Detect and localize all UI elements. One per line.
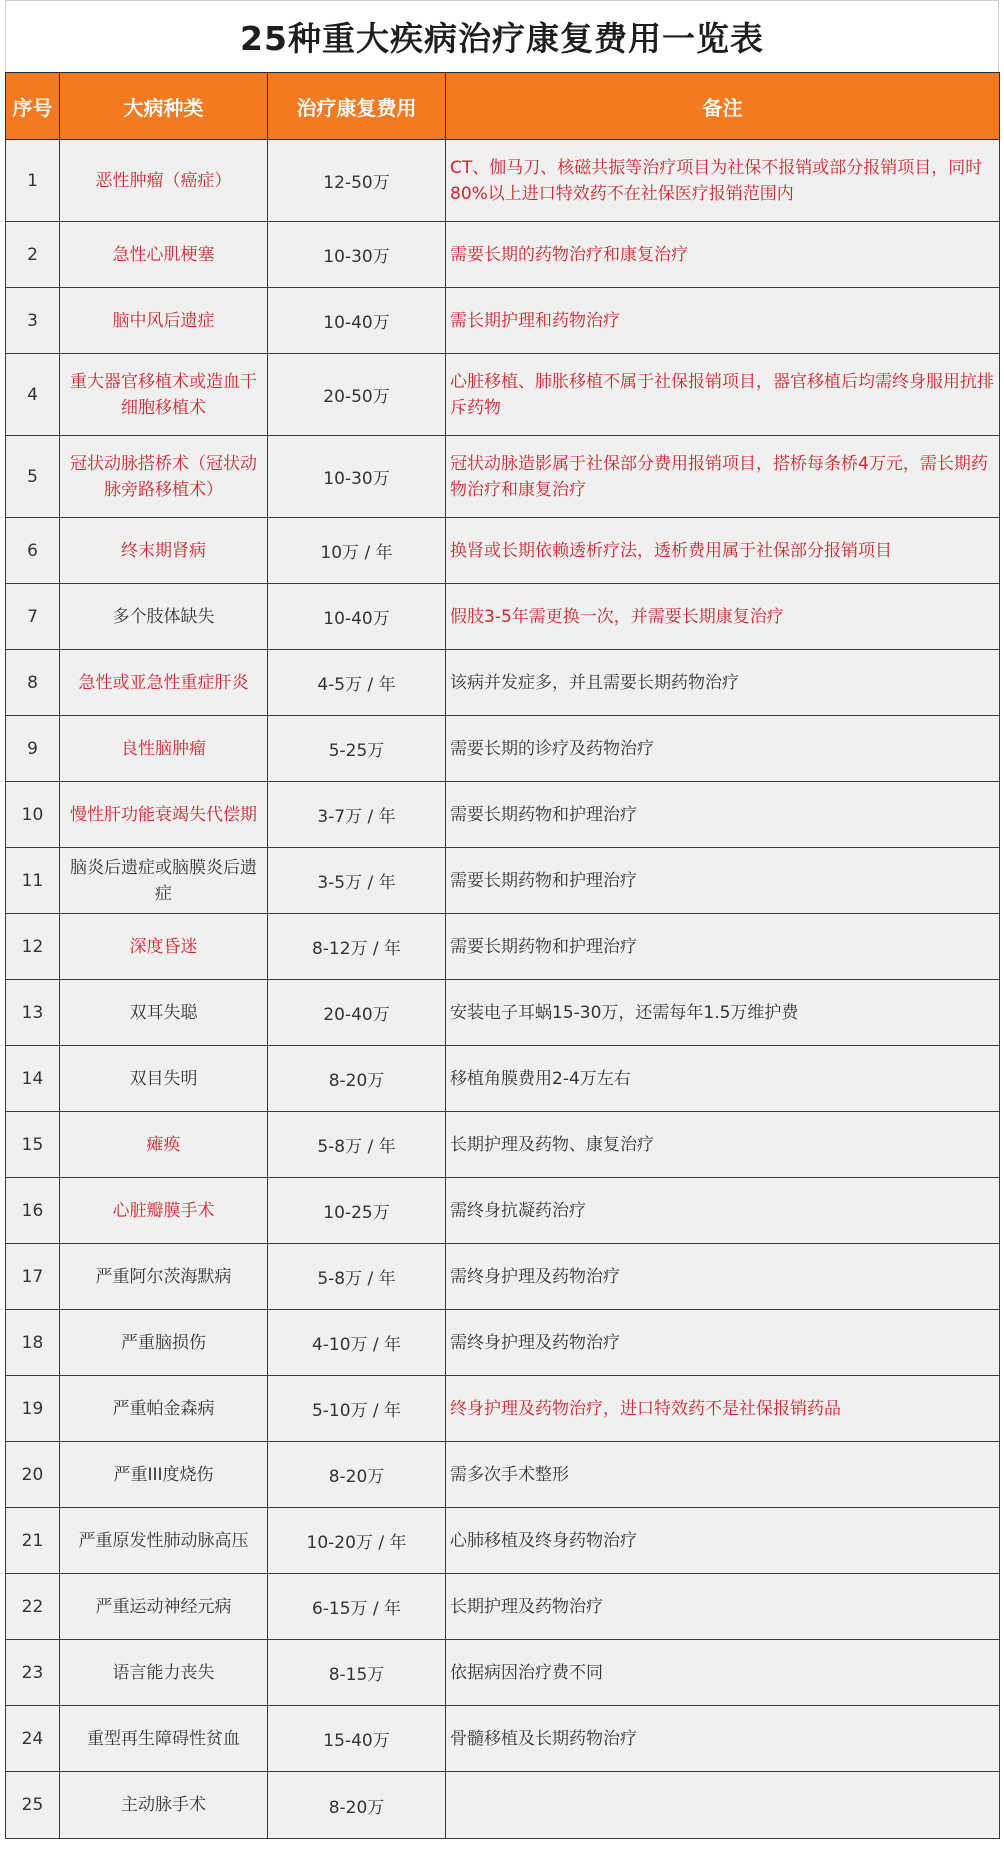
table-row (6, 1112, 1000, 1178)
note-text (446, 1772, 1000, 1839)
disease-name: 良性脑肿瘤 (60, 716, 268, 782)
note-text: 假肢3-5年需更换一次，并需要长期康复治疗 (446, 584, 1000, 650)
row-number: 13 (6, 980, 60, 1046)
treatment-cost: 5-8万 / 年 (268, 1244, 446, 1310)
table-row (6, 1310, 1000, 1376)
row-number: 5 (6, 436, 60, 518)
table-row (6, 1508, 1000, 1574)
table-row (6, 518, 1000, 584)
disease-cost-table (5, 72, 1000, 1839)
row-number: 20 (6, 1442, 60, 1508)
disease-name: 严重运动神经元病 (60, 1574, 268, 1640)
disease-name: 瘫痪 (60, 1112, 268, 1178)
header-treatment-cost: 治疗康复费用 (268, 73, 446, 140)
disease-name: 重型再生障碍性贫血 (60, 1706, 268, 1772)
disease-name: 严重帕金森病 (60, 1376, 268, 1442)
row-number: 21 (6, 1508, 60, 1574)
treatment-cost: 3-7万 / 年 (268, 782, 446, 848)
treatment-cost: 20-50万 (268, 354, 446, 436)
disease-name: 急性心肌梗塞 (60, 222, 268, 288)
note-text: 移植角膜费用2-4万左右 (446, 1046, 1000, 1112)
treatment-cost: 5-25万 (268, 716, 446, 782)
treatment-cost: 10-30万 (268, 222, 446, 288)
row-number: 8 (6, 650, 60, 716)
disease-name: 恶性肿瘤（癌症） (60, 140, 268, 222)
row-number: 2 (6, 222, 60, 288)
treatment-cost: 10-40万 (268, 288, 446, 354)
disease-name: 严重脑损伤 (60, 1310, 268, 1376)
treatment-cost: 10-40万 (268, 584, 446, 650)
row-number: 7 (6, 584, 60, 650)
note-text: 需要长期药物和护理治疗 (446, 848, 1000, 914)
table-row (6, 980, 1000, 1046)
table-row (6, 140, 1000, 222)
note-text: 需终身护理及药物治疗 (446, 1310, 1000, 1376)
table-row (6, 1046, 1000, 1112)
row-number: 10 (6, 782, 60, 848)
table-row (6, 848, 1000, 914)
note-text: 需多次手术整形 (446, 1442, 1000, 1508)
row-number: 15 (6, 1112, 60, 1178)
treatment-cost: 6-15万 / 年 (268, 1574, 446, 1640)
disease-name: 慢性肝功能衰竭失代偿期 (60, 782, 268, 848)
row-number: 1 (6, 140, 60, 222)
disease-name: 重大器官移植术或造血干细胞移植术 (60, 354, 268, 436)
disease-name: 严重阿尔茨海默病 (60, 1244, 268, 1310)
treatment-cost: 4-5万 / 年 (268, 650, 446, 716)
disease-name: 双目失明 (60, 1046, 268, 1112)
row-number: 17 (6, 1244, 60, 1310)
note-text: 需终身护理及药物治疗 (446, 1244, 1000, 1310)
disease-name: 主动脉手术 (60, 1772, 268, 1839)
note-text: 依据病因治疗费不同 (446, 1640, 1000, 1706)
treatment-cost: 8-12万 / 年 (268, 914, 446, 980)
header-disease-type: 大病种类 (60, 73, 268, 140)
disease-name: 终末期肾病 (60, 518, 268, 584)
treatment-cost: 10-20万 / 年 (268, 1508, 446, 1574)
disease-name: 心脏瓣膜手术 (60, 1178, 268, 1244)
note-text: 需要长期药物和护理治疗 (446, 782, 1000, 848)
note-text: 安装电子耳蜗15-30万，还需每年1.5万维护费 (446, 980, 1000, 1046)
table-row (6, 1442, 1000, 1508)
treatment-cost: 5-8万 / 年 (268, 1112, 446, 1178)
disease-name: 急性或亚急性重症肝炎 (60, 650, 268, 716)
table-row (6, 1640, 1000, 1706)
note-text: 长期护理及药物治疗 (446, 1574, 1000, 1640)
note-text: 换肾或长期依赖透析疗法，透析费用属于社保部分报销项目 (446, 518, 1000, 584)
row-number: 14 (6, 1046, 60, 1112)
treatment-cost: 8-20万 (268, 1442, 446, 1508)
row-number: 6 (6, 518, 60, 584)
table-row (6, 354, 1000, 436)
note-text: 终身护理及药物治疗，进口特效药不是社保报销药品 (446, 1376, 1000, 1442)
row-number: 9 (6, 716, 60, 782)
treatment-cost: 20-40万 (268, 980, 446, 1046)
row-number: 25 (6, 1772, 60, 1839)
note-text: 需终身抗凝药治疗 (446, 1178, 1000, 1244)
disease-name: 脑炎后遗症或脑膜炎后遗症 (60, 848, 268, 914)
note-text: 骨髓移植及长期药物治疗 (446, 1706, 1000, 1772)
page-title: 25种重大疾病治疗康复费用一览表 (5, 0, 999, 72)
treatment-cost: 10-25万 (268, 1178, 446, 1244)
table-row (6, 650, 1000, 716)
table-row (6, 288, 1000, 354)
disease-name: 语言能力丧失 (60, 1640, 268, 1706)
table-row (6, 914, 1000, 980)
table-row (6, 782, 1000, 848)
treatment-cost: 8-15万 (268, 1640, 446, 1706)
disease-name: 深度昏迷 (60, 914, 268, 980)
row-number: 23 (6, 1640, 60, 1706)
table-row (6, 436, 1000, 518)
table-row (6, 222, 1000, 288)
treatment-cost: 4-10万 / 年 (268, 1310, 446, 1376)
note-text: 长期护理及药物、康复治疗 (446, 1112, 1000, 1178)
row-number: 16 (6, 1178, 60, 1244)
note-text: 冠状动脉造影属于社保部分费用报销项目，搭桥每条桥4万元，需长期药物治疗和康复治疗 (446, 436, 1000, 518)
disease-name: 多个肢体缺失 (60, 584, 268, 650)
row-number: 22 (6, 1574, 60, 1640)
disease-name: 脑中风后遗症 (60, 288, 268, 354)
table-row (6, 1244, 1000, 1310)
header-row (6, 73, 1000, 140)
treatment-cost: 12-50万 (268, 140, 446, 222)
treatment-cost: 8-20万 (268, 1772, 446, 1839)
table-header (6, 73, 1000, 140)
row-number: 18 (6, 1310, 60, 1376)
note-text: 需要长期药物和护理治疗 (446, 914, 1000, 980)
header-note: 备注 (446, 73, 1000, 140)
treatment-cost: 8-20万 (268, 1046, 446, 1112)
note-text: 心肺移植及终身药物治疗 (446, 1508, 1000, 1574)
note-text: 需要长期的药物治疗和康复治疗 (446, 222, 1000, 288)
treatment-cost: 3-5万 / 年 (268, 848, 446, 914)
table-row (6, 716, 1000, 782)
note-text: 需要长期的诊疗及药物治疗 (446, 716, 1000, 782)
row-number: 24 (6, 1706, 60, 1772)
header-no: 序号 (6, 73, 60, 140)
disease-name: 双耳失聪 (60, 980, 268, 1046)
note-text: 心脏移植、肺胀移植不属于社保报销项目，器官移植后均需终身服用抗排斥药物 (446, 354, 1000, 436)
row-number: 11 (6, 848, 60, 914)
row-number: 3 (6, 288, 60, 354)
table-row (6, 1574, 1000, 1640)
treatment-cost: 10万 / 年 (268, 518, 446, 584)
table-row (6, 1706, 1000, 1772)
table-row (6, 1178, 1000, 1244)
disease-name: 严重原发性肺动脉高压 (60, 1508, 268, 1574)
disease-name: 冠状动脉搭桥术（冠状动脉旁路移植术） (60, 436, 268, 518)
note-text: CT、伽马刀、核磁共振等治疗项目为社保不报销或部分报销项目，同时80%以上进口特效药不在社保医疗报销范围内 (446, 140, 1000, 222)
treatment-cost: 15-40万 (268, 1706, 446, 1772)
disease-name: 严重III度烧伤 (60, 1442, 268, 1508)
treatment-cost: 5-10万 / 年 (268, 1376, 446, 1442)
note-text: 该病并发症多，并且需要长期药物治疗 (446, 650, 1000, 716)
table-row (6, 1772, 1000, 1839)
table-row (6, 584, 1000, 650)
note-text: 需长期护理和药物治疗 (446, 288, 1000, 354)
row-number: 12 (6, 914, 60, 980)
row-number: 4 (6, 354, 60, 436)
table-row (6, 1376, 1000, 1442)
table-body (6, 140, 1000, 1839)
row-number: 19 (6, 1376, 60, 1442)
treatment-cost: 10-30万 (268, 436, 446, 518)
